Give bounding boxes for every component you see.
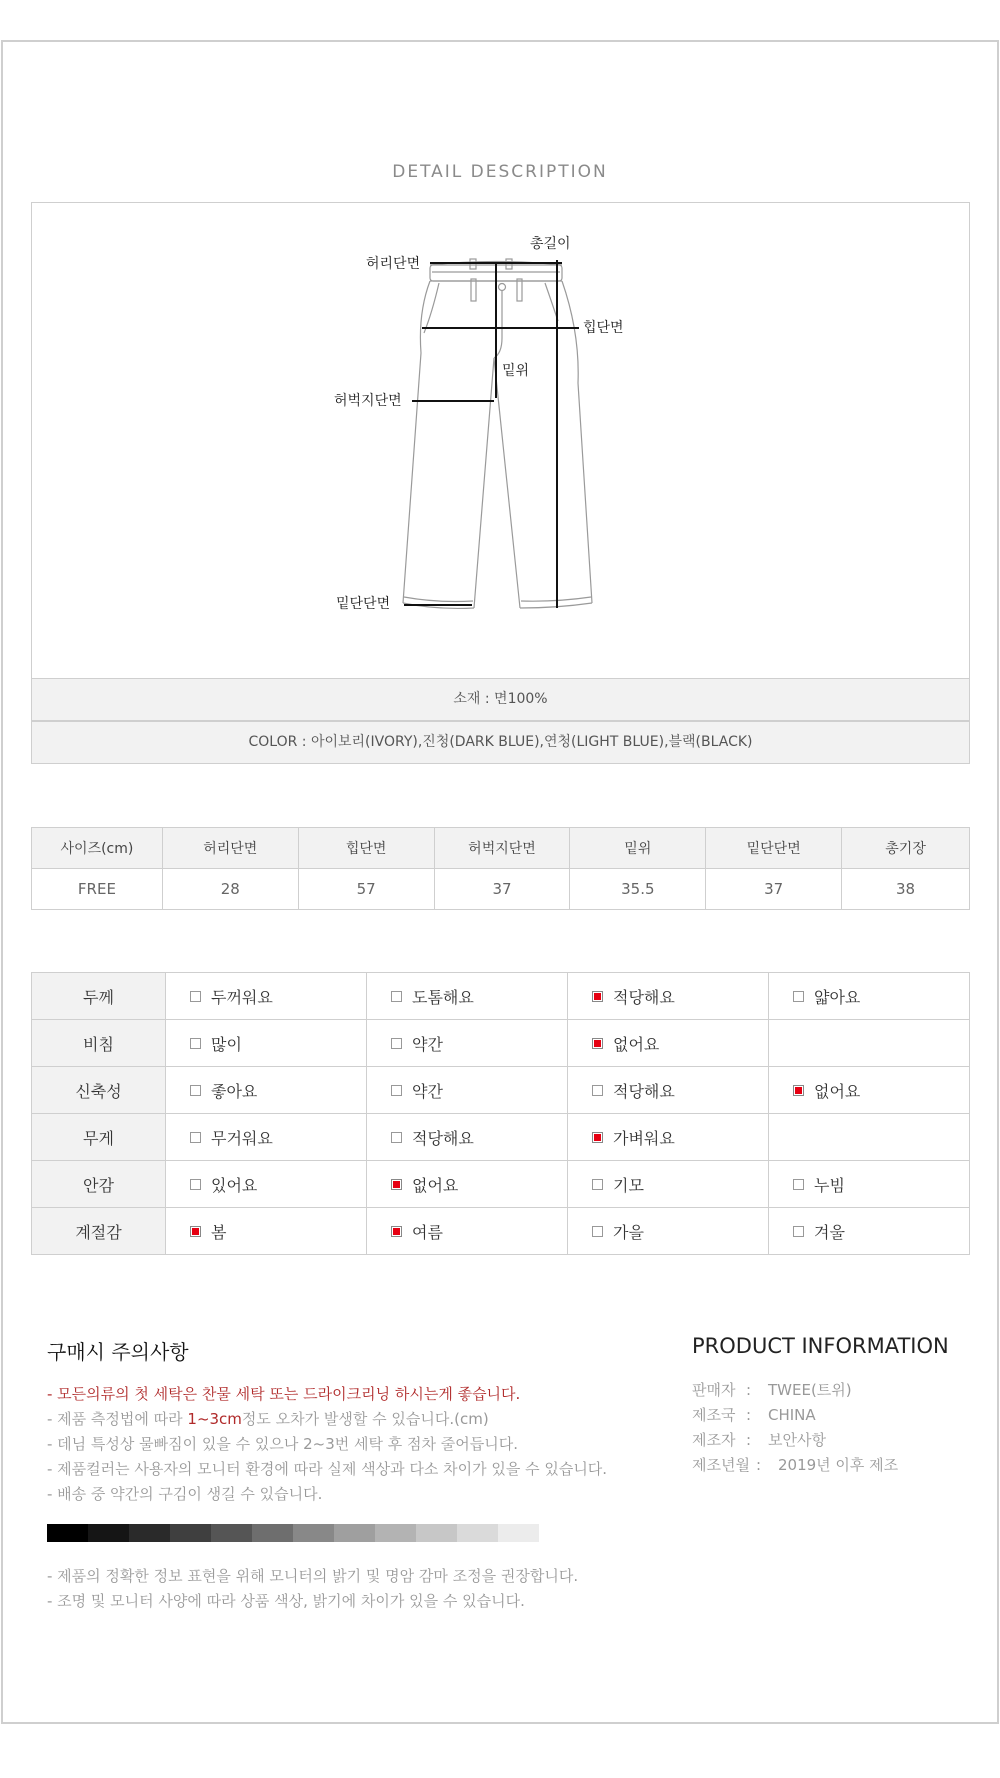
size-header-cell: 사이즈(cm) [32,828,163,869]
attribute-option-label: 없어요 [814,1081,861,1101]
attribute-option-label: 얇아요 [814,987,861,1007]
checked-checkbox-icon [190,1226,201,1237]
gray-scale-bar [47,1524,539,1542]
attribute-option [367,1114,568,1161]
attribute-option-label: 무거워요 [211,1128,273,1148]
size-header-cell: 힙단면 [298,828,434,869]
attribute-row [32,1020,970,1067]
monitor-note: - 제품의 정확한 정보 표현을 위해 모니터의 밝기 및 명암 감마 조정을 권장합니다. [47,1567,579,1585]
attribute-option-label: 적당해요 [613,987,675,1007]
attribute-option [769,973,970,1020]
attribute-option [367,1161,568,1208]
attribute-option-label: 봄 [211,1222,227,1242]
attribute-option-label: 약간 [412,1034,443,1054]
attribute-name: 무게 [32,1114,166,1161]
label-rise: 밑위 [502,363,530,379]
notice-highlight: 1~3cm [187,1410,242,1428]
label-hem: 밑단단면 [336,596,391,612]
product-info-value: 보안사항 [768,1431,826,1449]
attribute-option [166,1114,367,1161]
checkbox-icon [793,991,804,1002]
label-thigh: 허벅지단면 [334,393,402,409]
attribute-option [367,973,568,1020]
attribute-option [568,1067,769,1114]
size-cell: 28 [162,869,298,910]
gray-swatch [416,1524,457,1542]
size-header-cell: 밑위 [570,828,706,869]
attribute-row [32,1161,970,1208]
product-info-key: 판매자 [692,1381,736,1399]
product-info-sep: : [746,1431,752,1449]
attribute-option [769,1067,970,1114]
product-info-value: CHINA [768,1406,816,1424]
label-total-length: 총길이 [530,236,571,252]
attribute-option-label: 겨울 [814,1222,845,1242]
checked-checkbox-icon [592,1132,603,1143]
material-row: 소재 : 면100% [31,678,970,721]
attribute-row [32,1114,970,1161]
checked-checkbox-icon [391,1226,402,1237]
size-table-header [32,828,970,869]
gray-swatch [334,1524,375,1542]
size-header-cell: 허벅지단면 [434,828,570,869]
attribute-option-label: 적당해요 [613,1081,675,1101]
attribute-option-label: 누빔 [814,1175,845,1195]
checkbox-icon [190,1132,201,1143]
attribute-option [166,973,367,1020]
attribute-option [769,1161,970,1208]
attribute-option [568,1020,769,1067]
checkbox-icon [391,1132,402,1143]
attribute-name: 두께 [32,973,166,1020]
attribute-option [568,1114,769,1161]
color-row: COLOR : 아이보리(IVORY),진청(DARK BLUE),연청(LIGHT BLUE),블랙(BLACK) [31,721,970,764]
attribute-option-label: 적당해요 [412,1128,474,1148]
notice-text: 정도 오차가 발생할 수 있습니다.(cm) [241,1410,489,1428]
attribute-option [166,1208,367,1255]
checkbox-icon [190,1038,201,1049]
product-info-row [692,1404,816,1425]
notice-line: - 배송 중 약간의 구김이 생길 수 있습니다. [47,1485,323,1503]
checkbox-icon [190,991,201,1002]
attribute-option [367,1020,568,1067]
attribute-option-label: 가을 [613,1222,644,1242]
size-header-cell: 밑단단면 [706,828,842,869]
size-cell: 35.5 [570,869,706,910]
gray-swatch [129,1524,170,1542]
attribute-option-label: 가벼워요 [613,1128,675,1148]
notice-line: - 데님 특성상 물빠짐이 있을 수 있으나 2~3번 세탁 후 점차 줄어듭니다. [47,1435,519,1453]
product-info-sep: : [746,1381,752,1399]
checkbox-icon [592,1179,603,1190]
attribute-option-label: 기모 [613,1175,644,1195]
label-hip: 힙단면 [583,320,624,336]
size-cell: 38 [842,869,970,910]
attribute-option [166,1161,367,1208]
pants-illustration [32,203,971,679]
empty-cell [769,1020,970,1067]
size-table-row [32,869,970,910]
size-cell: 37 [434,869,570,910]
product-info-sep: : [756,1456,762,1474]
size-cell: 37 [706,869,842,910]
attribute-row [32,973,970,1020]
product-info-value: 2019년 이후 제조 [778,1456,899,1474]
attribute-name: 안감 [32,1161,166,1208]
gray-swatch [252,1524,293,1542]
attribute-option-label: 없어요 [412,1175,459,1195]
checkbox-icon [190,1179,201,1190]
notice-title: 구매시 주의사항 [47,1340,189,1364]
product-info-key: 제조년월 [692,1456,750,1474]
product-info-value: TWEE(트위) [768,1381,852,1399]
product-info-sep: : [746,1406,752,1424]
size-cell: FREE [32,869,163,910]
pants-diagram [31,202,970,678]
checkbox-icon [592,1085,603,1096]
attribute-name: 비침 [32,1020,166,1067]
attribute-option [166,1020,367,1067]
attribute-option [166,1067,367,1114]
gray-swatch [498,1524,539,1542]
gray-swatch [375,1524,416,1542]
attribute-option-label: 두꺼워요 [211,987,273,1007]
gray-swatch [170,1524,211,1542]
checkbox-icon [391,991,402,1002]
attribute-option-label: 도톰해요 [412,987,474,1007]
empty-cell [769,1114,970,1161]
attribute-option-label: 여름 [412,1222,443,1242]
checked-checkbox-icon [793,1085,804,1096]
gray-swatch [457,1524,498,1542]
checkbox-icon [190,1085,201,1096]
attribute-option-label: 있어요 [211,1175,258,1195]
attribute-table [31,972,970,1255]
product-info-row [692,1379,852,1400]
gray-swatch [211,1524,252,1542]
product-info-key: 제조국 [692,1406,736,1424]
label-waist: 허리단면 [366,256,421,272]
attribute-option-label: 좋아요 [211,1081,258,1101]
checked-checkbox-icon [592,991,603,1002]
attribute-name: 계절감 [32,1208,166,1255]
gray-swatch [88,1524,129,1542]
attribute-name: 신축성 [32,1067,166,1114]
checked-checkbox-icon [592,1038,603,1049]
notice-line [47,1408,489,1429]
attribute-option [367,1208,568,1255]
gray-swatch [47,1524,88,1542]
attribute-row [32,1208,970,1255]
notice-text: - 제품 측정법에 따라 [47,1410,188,1428]
checked-checkbox-icon [391,1179,402,1190]
size-header-cell: 총기장 [842,828,970,869]
checkbox-icon [793,1179,804,1190]
attribute-option [367,1067,568,1114]
attribute-option [568,1161,769,1208]
product-info-title: PRODUCT INFORMATION [692,1334,949,1358]
notice-line: - 모든의류의 첫 세탁은 찬물 세탁 또는 드라이크리닝 하시는게 좋습니다. [47,1385,521,1403]
checkbox-icon [793,1226,804,1237]
checkbox-icon [391,1085,402,1096]
attribute-row [32,1067,970,1114]
attribute-option-label: 많이 [211,1034,242,1054]
attribute-option [568,1208,769,1255]
monitor-note: - 조명 및 모니터 사양에 따라 상품 색상, 밝기에 차이가 있을 수 있습니다. [47,1592,525,1610]
product-info-key: 제조자 [692,1431,736,1449]
attribute-option [568,973,769,1020]
checkbox-icon [391,1038,402,1049]
size-header-cell: 허리단면 [162,828,298,869]
gray-swatch [293,1524,334,1542]
product-info-row [692,1429,826,1450]
notice-line: - 제품컬러는 사용자의 모니터 환경에 따라 실제 색상과 다소 차이가 있을 수 있습니다. [47,1460,608,1478]
attribute-option-label: 약간 [412,1081,443,1101]
detail-title: DETAIL DESCRIPTION [392,162,608,182]
checkbox-icon [592,1226,603,1237]
attribute-option-label: 없어요 [613,1034,660,1054]
size-table [31,827,970,910]
product-info-row [692,1454,898,1475]
size-cell: 57 [298,869,434,910]
attribute-option [769,1208,970,1255]
